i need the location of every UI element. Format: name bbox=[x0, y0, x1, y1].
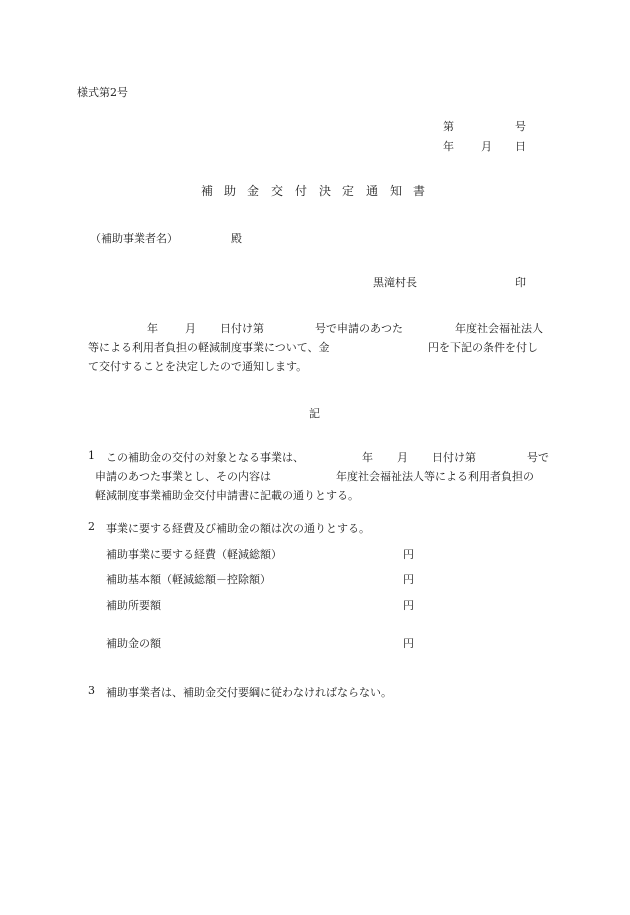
issuer-name: 黒滝村長 bbox=[373, 276, 417, 289]
date-day: 日 bbox=[515, 140, 526, 153]
item3-number: 3 bbox=[88, 684, 95, 697]
item2-row-label: 補助基本額（軽減総額－控除額） bbox=[106, 573, 271, 586]
title-char: 金 bbox=[247, 184, 260, 198]
item2-row-label: 補助金の額 bbox=[106, 637, 161, 650]
body-line3: て交付することを決定したので通知します。 bbox=[88, 360, 308, 373]
item2-row-unit: 円 bbox=[403, 599, 414, 612]
item1-number: 1 bbox=[88, 449, 95, 462]
item2-number: 2 bbox=[88, 520, 95, 533]
doc-number-prefix: 第 bbox=[443, 120, 454, 133]
body-line2-text: 等による利用者負担の軽減制度事業について、金 bbox=[88, 341, 330, 354]
title-char: 通 bbox=[366, 184, 379, 198]
ki-heading: 記 bbox=[309, 407, 320, 420]
date-month: 月 bbox=[481, 140, 492, 153]
title-char: 補 bbox=[201, 184, 214, 198]
item1-line1-text: この補助金の交付の対象となる事業は、 bbox=[106, 451, 304, 464]
addressee-label: （補助事業者名） bbox=[90, 232, 178, 245]
title-char: 助 bbox=[224, 184, 237, 198]
item1-line1-suffix: 号で bbox=[527, 451, 549, 464]
body-fiscal: 年度社会福祉法人 bbox=[455, 322, 543, 335]
body-day-ref: 日付け第 bbox=[220, 322, 264, 335]
issuer-seal: 印 bbox=[515, 276, 526, 289]
item1-line1-year: 年 bbox=[362, 451, 373, 464]
item1-line1-day-ref: 日付け第 bbox=[432, 451, 476, 464]
item2-text: 事業に要する経費及び補助金の額は次の通りとする。 bbox=[106, 522, 370, 535]
item2-row-unit: 円 bbox=[403, 573, 414, 586]
date-year: 年 bbox=[443, 140, 454, 153]
item2-row-unit: 円 bbox=[403, 548, 414, 561]
item1-line1-month: 月 bbox=[397, 451, 408, 464]
body-month: 月 bbox=[185, 322, 196, 335]
title-char: 交 bbox=[271, 184, 284, 198]
title-char: 定 bbox=[342, 184, 355, 198]
item1-line2-text: 申請のあつた事業とし、その内容は bbox=[95, 470, 271, 483]
item2-row-unit: 円 bbox=[403, 637, 414, 650]
item1-line3: 軽減制度事業補助金交付申請書に記載の通りとする。 bbox=[95, 489, 359, 502]
addressee-honorific: 殿 bbox=[231, 232, 242, 245]
title-char: 決 bbox=[319, 184, 332, 198]
title-char: 知 bbox=[390, 184, 403, 198]
body-year: 年 bbox=[147, 322, 158, 335]
item3-text: 補助事業者は、補助金交付要綱に従わなければならない。 bbox=[106, 686, 392, 699]
item1-line2-fiscal: 年度社会福祉法人等による利用者負担の bbox=[336, 470, 534, 483]
title-char: 付 bbox=[295, 184, 308, 198]
title-char: 書 bbox=[413, 184, 426, 198]
doc-number-suffix: 号 bbox=[515, 120, 526, 133]
item2-row-label: 補助事業に要する経費（軽減総額） bbox=[106, 548, 282, 561]
body-line2-yen: 円を下記の条件を付し bbox=[428, 341, 538, 354]
item2-row-label: 補助所要額 bbox=[106, 599, 161, 612]
form-number: 様式第2号 bbox=[77, 86, 128, 99]
body-application: 号で申請のあつた bbox=[315, 322, 403, 335]
